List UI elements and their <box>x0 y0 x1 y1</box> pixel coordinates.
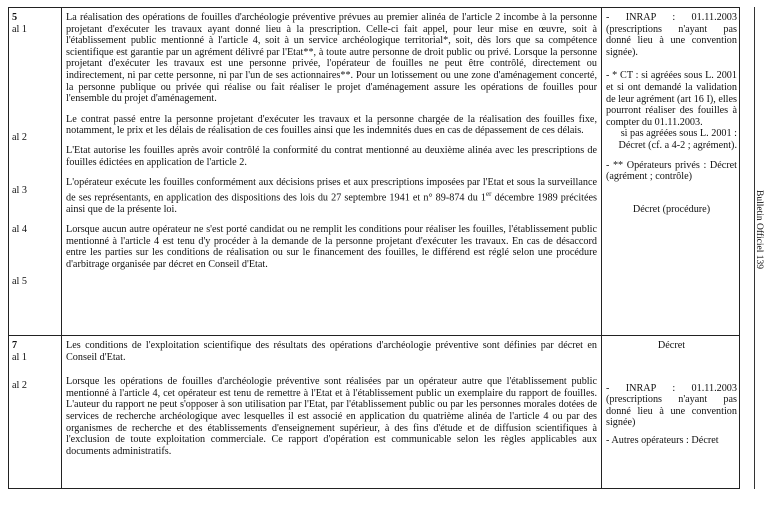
article-text-paragraph: Lorsque aucun autre opérateur ne s'est porté candidat ou ne remplit les conditions pour réaliser les fouilles, l'établissement public mentionné à l'article 4 est tenu d'y procéder à la demande de la personne projetant d'exécuter les travaux. En cas de désaccord entre les parties sur les conditions de réalisation ou sur le financement des fouilles, le différend est réglé selon une procédure d'arbitrage organisée par décret en Conseil d'Etat. <box>66 224 597 271</box>
article-text-paragraph: Le contrat passé entre la personne projetant d'exécuter les travaux et la personne chargée de la réalisation des fouilles fixe, notamment, le prix et les délais de réalisation de ces fouilles ainsi que les indemnités dues en cas de dépassement de ces délais. <box>66 113 597 137</box>
application-note: - * CT : si agréées sous L. 2001 et si ont demandé la validation de leur agrément (art 16 I), elles pourront réaliser des fouilles à compter du 01.11.2003. <box>606 70 737 128</box>
application-note: - Autres opérateurs : Décret <box>606 434 719 446</box>
row-divider <box>9 335 739 336</box>
paragraph-label: al 1 <box>12 24 27 35</box>
law-table <box>8 7 740 489</box>
article-5-text <box>66 12 597 271</box>
article-text-paragraph: L'opérateur exécute les fouilles conformément aux décisions prises et aux prescriptions imposées par l'Etat et sous la surveillance de ses représentants, en application des dispositions des lois du 27 septembre 1941 et n° 89-874 du 1er décembre 1989 précitées ainsi que de la présente loi. <box>66 177 597 215</box>
paragraph-label: al 1 <box>12 352 27 363</box>
article-text-paragraph: L'Etat autorise les fouilles après avoir contrôlé la conformité du contrat mentionné au deuxième alinéa avec les prescriptions de fouilles édictées en application de l'article 2. <box>66 144 597 168</box>
application-note: - ** Opérateurs privés : Décret (agrément ; contrôle) <box>606 159 737 183</box>
paragraph-label: al 4 <box>12 224 27 235</box>
article-text-paragraph: Les conditions de l'exploitation scientifique des résultats des opérations d'archéologie préventive sont définies par décret en Conseil d'Etat. <box>66 340 597 363</box>
article-7-text <box>66 340 597 457</box>
bulletin-page-label: Bulletin Officiel 139 <box>754 190 764 269</box>
paragraph-label: al 5 <box>12 276 27 287</box>
article-number: 7 <box>12 340 18 351</box>
column-divider <box>601 8 602 488</box>
paragraph-label: al 2 <box>12 380 27 391</box>
article-5-notes <box>606 12 737 215</box>
application-note: Décret (procédure) <box>632 203 711 215</box>
paragraph-label: al 3 <box>12 185 27 196</box>
application-note: - INRAP : 01.11.2003 (prescriptions n'ayant pas donné lieu à une convention signée) <box>606 382 737 429</box>
article-number: 5 <box>12 12 18 23</box>
article-7-notes <box>606 340 737 447</box>
article-text-paragraph: Lorsque les opérations de fouilles d'archéologie préventive sont réalisées par un opérateur autre que l'établissement public mentionné à l'article 4, cet opérateur est tenu de remettre à l'Etat et à l'établissement public un exemplaire du rapport de fouilles. L'auteur du rapport ne peut s'opposer à son utilisation par l'Etat, par l'établissement public ou par les personnes morales dotées de services de recherche archéologique avec lesquelles il est associé en application du quatrième alinéa de l'article 4 ou par des organismes de recherche et des établissements d'enseignement supérieur, à des fins d'étude et de diffusion scientifiques à l'exclusion de toute exploitation commerciale. Ce rapport d'opération est communicable selon les règles applicables aux documents administratifs. <box>66 376 597 457</box>
application-note: Décret <box>657 340 686 351</box>
paragraph-label: al 2 <box>12 132 27 143</box>
article-text-paragraph: La réalisation des opérations de fouilles d'archéologie préventive prévues au premier alinéa de l'article 2 incombe à la personne projetant d'exécuter les travaux ayant donné lieu à la prescription. Celle-ci fait appel, pour leur mise en œuvre, soit à l'établissement public mentionné à l'article 4, soit à un service archéologique territorial*, soit, dès lors que sa compétence scientifique est garantie par un agrément délivré par l'Etat**, à toute autre personne de droit public ou privé. Lorsque la personne projetant d'exécuter les travaux est une personne privée, l'opérateur de fouilles ne peut être contrôlé, directement ou indirectement, ni par cette personne, ni par l'un de ses actionnaires**. Pour un lotissement ou une zone d'aménagement concerté, la personne publique ou privée qui réalise ou fait réaliser le projet d'aménagement assure les opérations de fouilles pour l'ensemble du projet d'aménagement. <box>66 12 597 105</box>
application-note: - INRAP : 01.11.2003 (prescriptions n'ayant pas donné lieu à une convention signée). <box>606 12 737 58</box>
column-divider <box>61 8 62 488</box>
margin-label <box>752 190 766 310</box>
application-note: si pas agréées sous L. 2001 : Décret (cf. a 4-2 ; agrément). <box>618 128 737 151</box>
